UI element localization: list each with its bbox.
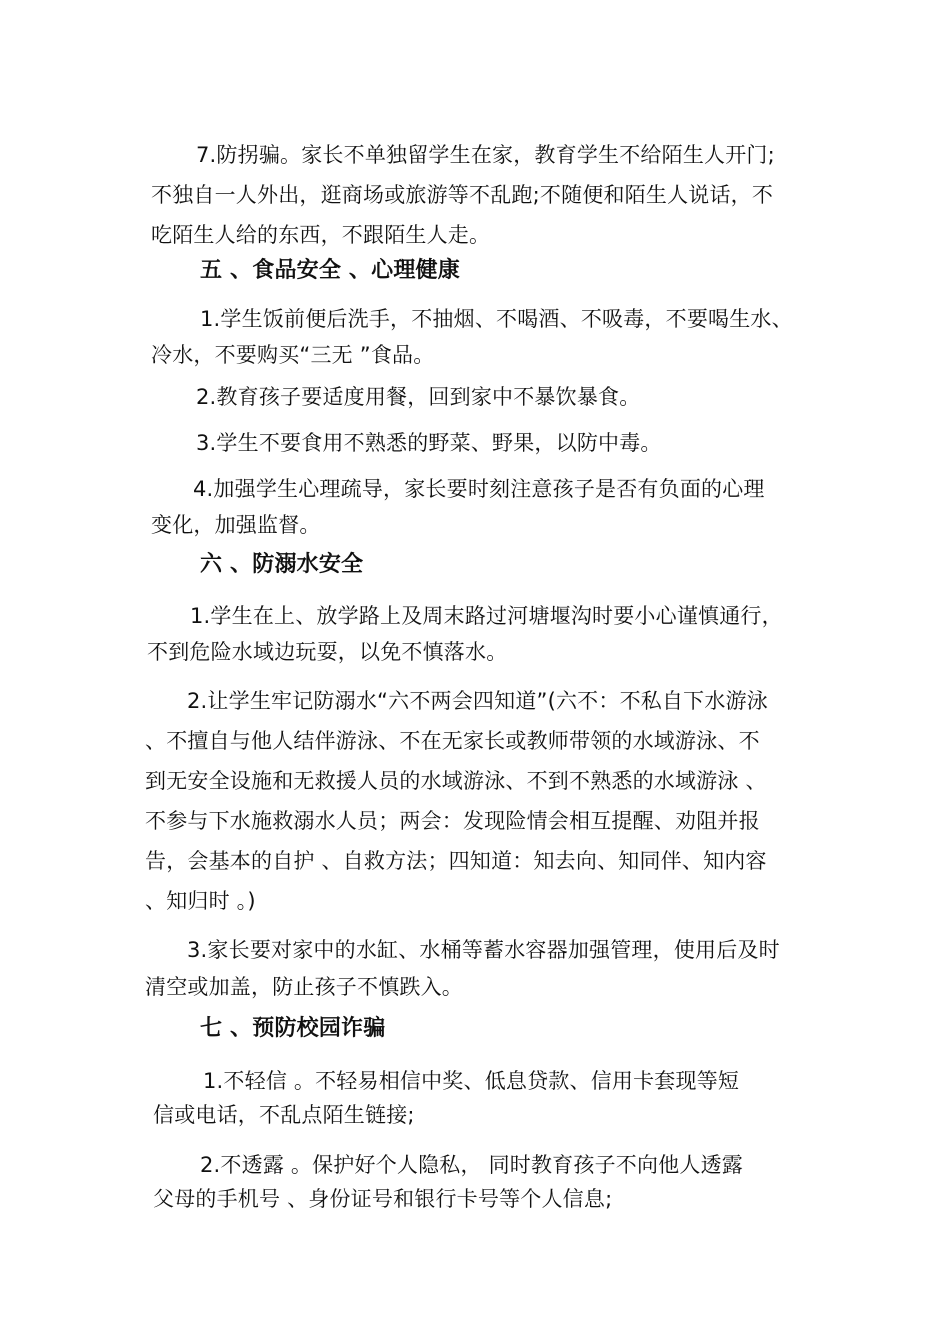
section7-item2-line-2: 父母的手机号 、身份证号和银行卡号等个人信息; bbox=[153, 1187, 613, 1211]
section5-item1-line-1: 1.学生饭前便后洗手，不抽烟、不喝酒、不吸毒，不要喝生水、 bbox=[200, 307, 793, 331]
item7-line-2: 不独自一人外出，逛商场或旅游等不乱跑;不随便和陌生人说话，不 bbox=[151, 183, 774, 207]
section5-item3: 3.学生不要食用不熟悉的野菜、野果，以防中毒。 bbox=[196, 431, 662, 455]
section5-heading: 五 、食品安全 、心理健康 bbox=[200, 258, 460, 283]
section6-item2-line-5: 告，会基本的自护 、自救方法；四知道：知去向、知同伴、知内容 bbox=[145, 849, 767, 873]
section6-item3-line-2: 清空或加盖，防止孩子不慎跌入。 bbox=[145, 975, 463, 999]
section6-item2-line-1: 2.让学生牢记防溺水“六不两会四知道”(六不：不私自下水游泳 bbox=[187, 689, 768, 713]
section5-item2: 2.教育孩子要适度用餐，回到家中不暴饮暴食。 bbox=[196, 385, 641, 409]
section6-item2-line-4: 不参与下水施救溺水人员；两会：发现险情会相互提醒、劝阻并报 bbox=[145, 809, 760, 833]
section6-item3-line-1: 3.家长要对家中的水缸、水桶等蓄水容器加强管理，使用后及时 bbox=[187, 938, 780, 962]
section6-item2-line-3: 到无安全设施和无救援人员的水域游泳、不到不熟悉的水域游泳 、 bbox=[145, 769, 767, 793]
section6-item2-line-6: 、知归时 。) bbox=[145, 889, 256, 913]
section7-item1-line-2: 信或电话，不乱点陌生链接; bbox=[153, 1103, 415, 1127]
section5-item4-line-2: 变化，加强监督。 bbox=[151, 513, 321, 537]
section7-heading: 七 、预防校园诈骗 bbox=[200, 1016, 386, 1041]
section7-item1-line-1: 1.不轻信 。不轻易相信中奖、低息贷款、信用卡套现等短 bbox=[203, 1069, 740, 1093]
section5-item1-line-2: 冷水，不要购买“三无 ”食品。 bbox=[151, 343, 435, 367]
section7-item2-line-1: 2.不透露 。保护好个人隐私， 同时教育孩子不向他人透露 bbox=[200, 1153, 743, 1177]
section6-item1-line-2: 不到危险水域边玩耍，以免不慎落水。 bbox=[147, 640, 508, 664]
item7-line-1: 7.防拐骗。家长不单独留学生在家，教育学生不给陌生人开门; bbox=[196, 143, 775, 167]
section6-item2-line-2: 、不擅自与他人结伴游泳、不在无家长或教师带领的水域游泳、不 bbox=[145, 729, 760, 753]
section6-item1-line-1: 1.学生在上、放学路上及周末路过河塘堰沟时要小心谨慎通行， bbox=[190, 604, 783, 628]
item7-line-3: 吃陌生人给的东西，不跟陌生人走。 bbox=[151, 223, 491, 247]
section6-heading: 六 、防溺水安全 bbox=[200, 552, 364, 577]
section5-item4-line-1: 4.加强学生心理疏导，家长要时刻注意孩子是否有负面的心理 bbox=[193, 477, 765, 501]
